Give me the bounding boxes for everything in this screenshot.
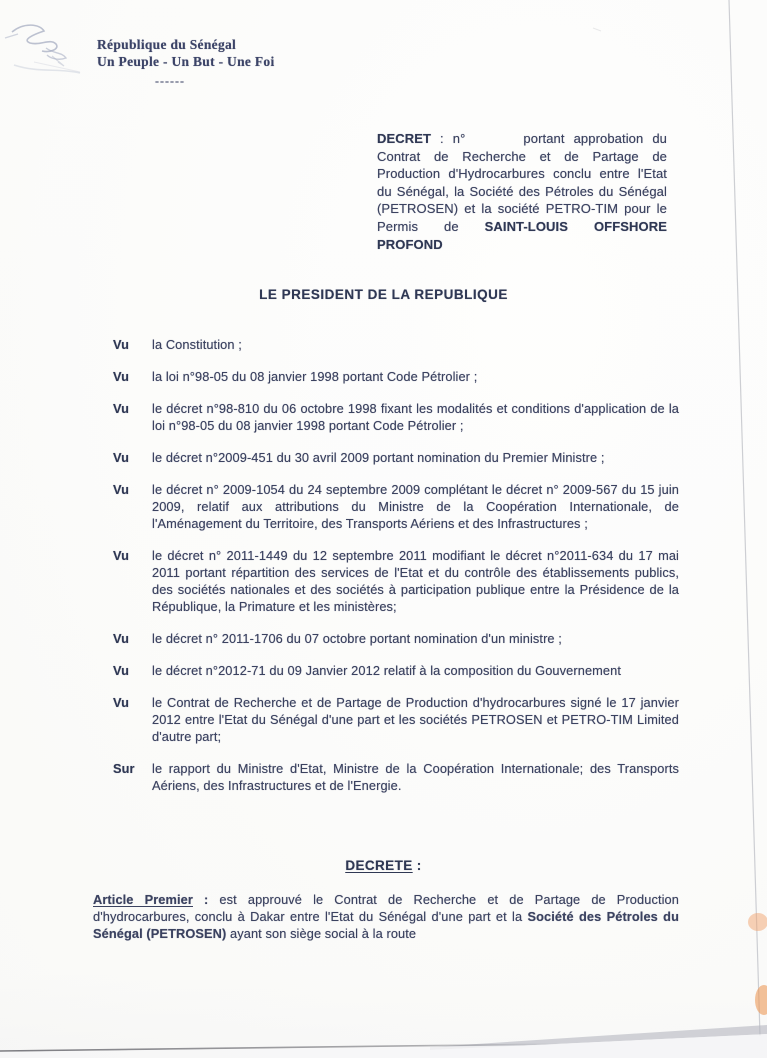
permit-name: SAINT-LOUIS OFFSHORE PROFOND <box>377 218 667 252</box>
article-colon: : <box>192 892 209 907</box>
letterhead <box>97 36 275 90</box>
visa-row <box>113 760 679 794</box>
scan-shadow-bottom <box>0 1000 767 1058</box>
scan-stain-orange <box>730 890 767 1030</box>
letterhead-divider: ------ <box>155 74 185 88</box>
visa-text: le rapport du Ministre d'Etat, Ministre de la Coopération Internationale; des Transports Aériens, des Infrastructures et de l'Energie. <box>152 761 679 793</box>
visa-label: Vu <box>113 369 130 384</box>
visa-text: la loi n°98-05 du 08 janvier 1998 portant Code Pétrolier ; <box>152 369 478 384</box>
visa-text: le décret n°2012-71 du 09 Janvier 2012 relatif à la composition du Gouvernement <box>152 663 622 678</box>
article-text-tail: ayant son siège social à la route <box>226 926 417 942</box>
visa-label: Vu <box>113 695 130 710</box>
visa-text: le décret n°2009-451 du 30 avril 2009 portant nomination du Premier Ministre ; <box>152 450 605 465</box>
visa-label: Vu <box>113 337 130 352</box>
visa-row <box>113 449 679 466</box>
decree-heading-text: portant approbation du Contrat de Recherche et de Partage de Production d'Hydrocarbures conclu entre l'Etat du Sénégal, la Société des Pétroles du Sénégal (PETROSEN) et la société PETRO-TIM pour le Permis de <box>377 131 668 234</box>
visa-row <box>113 694 679 745</box>
visa-row <box>113 368 679 385</box>
visa-label: Vu <box>113 548 130 563</box>
document-title: LE PRESIDENT DE LA REPUBLIQUE <box>259 287 508 302</box>
visa-row <box>113 662 679 679</box>
decree-number-label: : n° <box>431 131 466 146</box>
decrete-word: DECRETE <box>345 858 413 873</box>
visa-row <box>113 630 679 647</box>
letterhead-country: République du Sénégal <box>97 37 237 52</box>
company-name: Société des Pétroles du Sénégal (PETROSEN) <box>93 909 679 942</box>
visa-text: le Contrat de Recherche et de Partage de Production d'hydrocarbures signé le 17 janvier 2012 entre l'Etat du Sénégal d'une part et les sociétés PETROSEN et PETRO-TIM Limited d'autre part; <box>152 695 679 744</box>
visa-label: Vu <box>113 631 130 646</box>
visa-text: le décret n° 2009-1054 du 24 septembre 2009 complétant le décret n° 2009-567 du 15 juin 2009, relatif aux attributions du Ministre de la Coopération Internationale, de l'Aménagement du Territoire, des Transports Aériens et des Infrastructures ; <box>152 482 679 531</box>
visa-label: Vu <box>113 401 130 416</box>
visa-list <box>113 336 679 809</box>
visa-text: le décret n° 2011-1449 du 12 septembre 2011 modifiant le décret n°2011-634 du 17 mai 2011 portant répartition des services de l'Etat et du contrôle des établissements publics, des sociétés nationales et des sociétés à participation publique entre la Présidence de la République, la Primature et les ministères; <box>152 548 679 614</box>
article-label: Article Premier <box>93 892 193 907</box>
decrete-heading <box>0 858 767 873</box>
visa-label: Vu <box>113 450 130 465</box>
visa-text: le décret n° 2011-1706 du 07 octobre portant nomination d'un ministre ; <box>152 631 562 646</box>
visa-row <box>113 481 679 532</box>
decree-word: DECRET <box>377 131 432 146</box>
visa-text: la Constitution ; <box>152 337 242 352</box>
visa-row <box>113 336 679 353</box>
article-premier-paragraph <box>93 891 679 943</box>
visa-row <box>113 400 679 434</box>
visa-label: Sur <box>113 761 135 776</box>
visa-label: Vu <box>113 482 130 497</box>
visa-row <box>113 547 679 615</box>
letterhead-motto: Un Peuple - Un But - Une Foi <box>97 54 275 69</box>
article-text: est approuvé le Contrat de Recherche et de Partage de Production d'hydrocarbures, conclu à Dakar entre l'Etat du Sénégal d'une part et la <box>93 892 679 925</box>
visa-label: Vu <box>113 663 130 678</box>
visa-text: le décret n°98-810 du 06 octobre 1998 fixant les modalités et conditions d'application de la loi n°98-05 du 08 janvier 1998 portant Code Pétrolier ; <box>152 401 679 433</box>
decree-heading-paragraph <box>377 130 667 253</box>
decrete-colon: : <box>412 858 422 873</box>
